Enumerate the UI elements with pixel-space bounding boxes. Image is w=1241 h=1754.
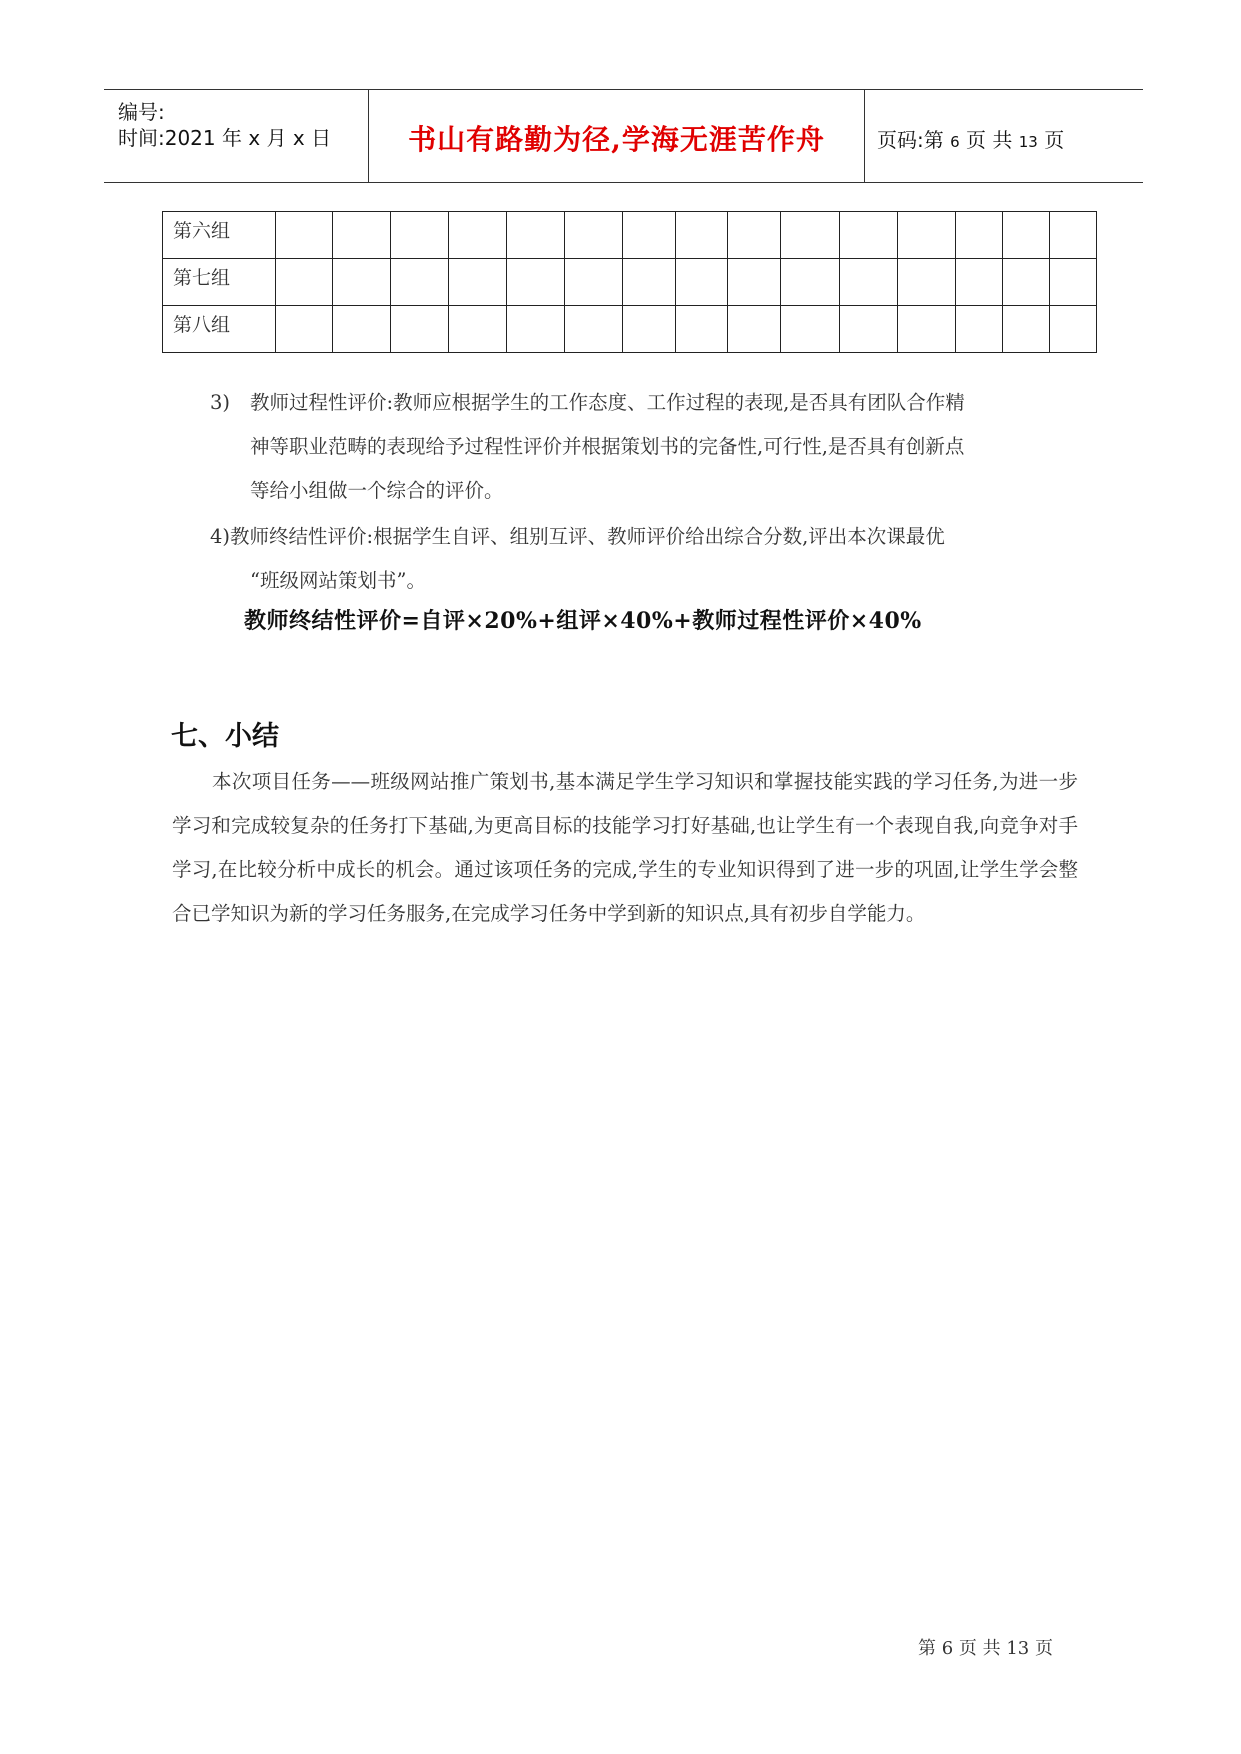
header-motto-cell <box>369 90 865 182</box>
score-cell <box>1050 212 1097 259</box>
item-number: 4) <box>210 525 231 548</box>
score-cell <box>565 259 623 306</box>
page-total: 13 <box>1018 133 1038 151</box>
header-page-number <box>877 124 1064 153</box>
score-cell <box>333 212 391 259</box>
group-label: 第八组 <box>163 306 276 353</box>
score-cell <box>781 306 840 353</box>
score-cell <box>1003 306 1050 353</box>
score-cell <box>391 212 449 259</box>
section-title: 七、小结 <box>171 721 279 752</box>
score-cell <box>276 212 333 259</box>
score-cell <box>956 212 1003 259</box>
page-current: 6 <box>950 133 960 151</box>
score-cell <box>728 212 781 259</box>
item-line: 等给小组做一个综合的评价。 <box>250 479 504 502</box>
score-cell <box>676 306 728 353</box>
page-suffix: 页 <box>1044 128 1065 152</box>
score-cell <box>676 259 728 306</box>
table-row <box>163 212 1097 259</box>
score-cell <box>728 259 781 306</box>
score-cell <box>1050 259 1097 306</box>
score-cell <box>565 306 623 353</box>
document-time-label: 时间:2021 年 x 月 x 日 <box>118 126 332 150</box>
score-cell <box>449 306 507 353</box>
header-page-cell <box>865 90 1143 182</box>
page-footer: 第 6 页 共 13 页 <box>918 1638 1053 1659</box>
group-label: 第七组 <box>163 259 276 306</box>
item-line: 神等职业范畴的表现给予过程性评价并根据策划书的完备性,可行性,是否具有创新点 <box>250 435 965 458</box>
page-header <box>104 89 1143 183</box>
score-cell <box>507 306 565 353</box>
page-mid: 页 共 <box>966 128 1013 152</box>
summary-paragraph: 本次项目任务——班级网站推广策划书,基本满足学生学习知识和掌握技能实践的学习任务,为进一步学习和完成较复杂的任务打下基础,为更高目标的技能学习打好基础,也让学生有一个表现自我,向竞争对手学习,在比较分析中成长的机会。通过该项任务的完成,学生的专业知识得到了进一步的巩固,让学生学会整合已学知识为新的学习任务服务,在完成学习任务中学到新的知识点,具有初步自学能力。 <box>172 770 1078 925</box>
score-cell <box>781 259 840 306</box>
score-cell <box>623 306 676 353</box>
table-row <box>163 259 1097 306</box>
score-cell <box>956 259 1003 306</box>
score-cell <box>840 212 898 259</box>
score-cell <box>840 306 898 353</box>
header-motto: 书山有路勤为径,学海无涯苦作舟 <box>408 123 825 156</box>
item-teacher-final-evaluation <box>210 515 1090 603</box>
score-cell <box>898 212 956 259</box>
score-cell <box>333 259 391 306</box>
score-cell <box>1050 306 1097 353</box>
score-cell <box>623 259 676 306</box>
evaluation-formula: 教师终结性评价=自评×20%+组评×40%+教师过程性评价×40% <box>244 608 922 634</box>
score-cell <box>507 259 565 306</box>
score-cell <box>676 212 728 259</box>
score-cell <box>565 212 623 259</box>
evaluation-table <box>162 211 1097 353</box>
score-cell <box>623 212 676 259</box>
score-cell <box>449 212 507 259</box>
score-cell <box>391 306 449 353</box>
score-cell <box>1003 212 1050 259</box>
score-cell <box>840 259 898 306</box>
score-cell <box>333 306 391 353</box>
item-line: 3) 教师过程性评价:教师应根据学生的工作态度、工作过程的表现,是否具有团队合作精 <box>210 381 1090 425</box>
score-cell <box>276 306 333 353</box>
score-cell <box>781 212 840 259</box>
item-line: “班级网站策划书”。 <box>250 569 426 592</box>
group-label: 第六组 <box>163 212 276 259</box>
score-cell <box>449 259 507 306</box>
document-number-label: 编号: <box>118 100 165 124</box>
table-row <box>163 306 1097 353</box>
score-cell <box>728 306 781 353</box>
item-line: 4)教师终结性评价:根据学生自评、组别互评、教师评价给出综合分数,评出本次课最优 <box>210 525 945 548</box>
header-info-cell <box>104 90 369 182</box>
score-cell <box>956 306 1003 353</box>
score-cell <box>507 212 565 259</box>
item-number: 3) <box>210 391 231 414</box>
score-cell <box>1003 259 1050 306</box>
score-cell <box>391 259 449 306</box>
score-cell <box>898 259 956 306</box>
page-prefix: 页码:第 <box>877 128 944 152</box>
score-cell <box>898 306 956 353</box>
score-cell <box>276 259 333 306</box>
item-teacher-process-evaluation <box>210 381 1090 513</box>
